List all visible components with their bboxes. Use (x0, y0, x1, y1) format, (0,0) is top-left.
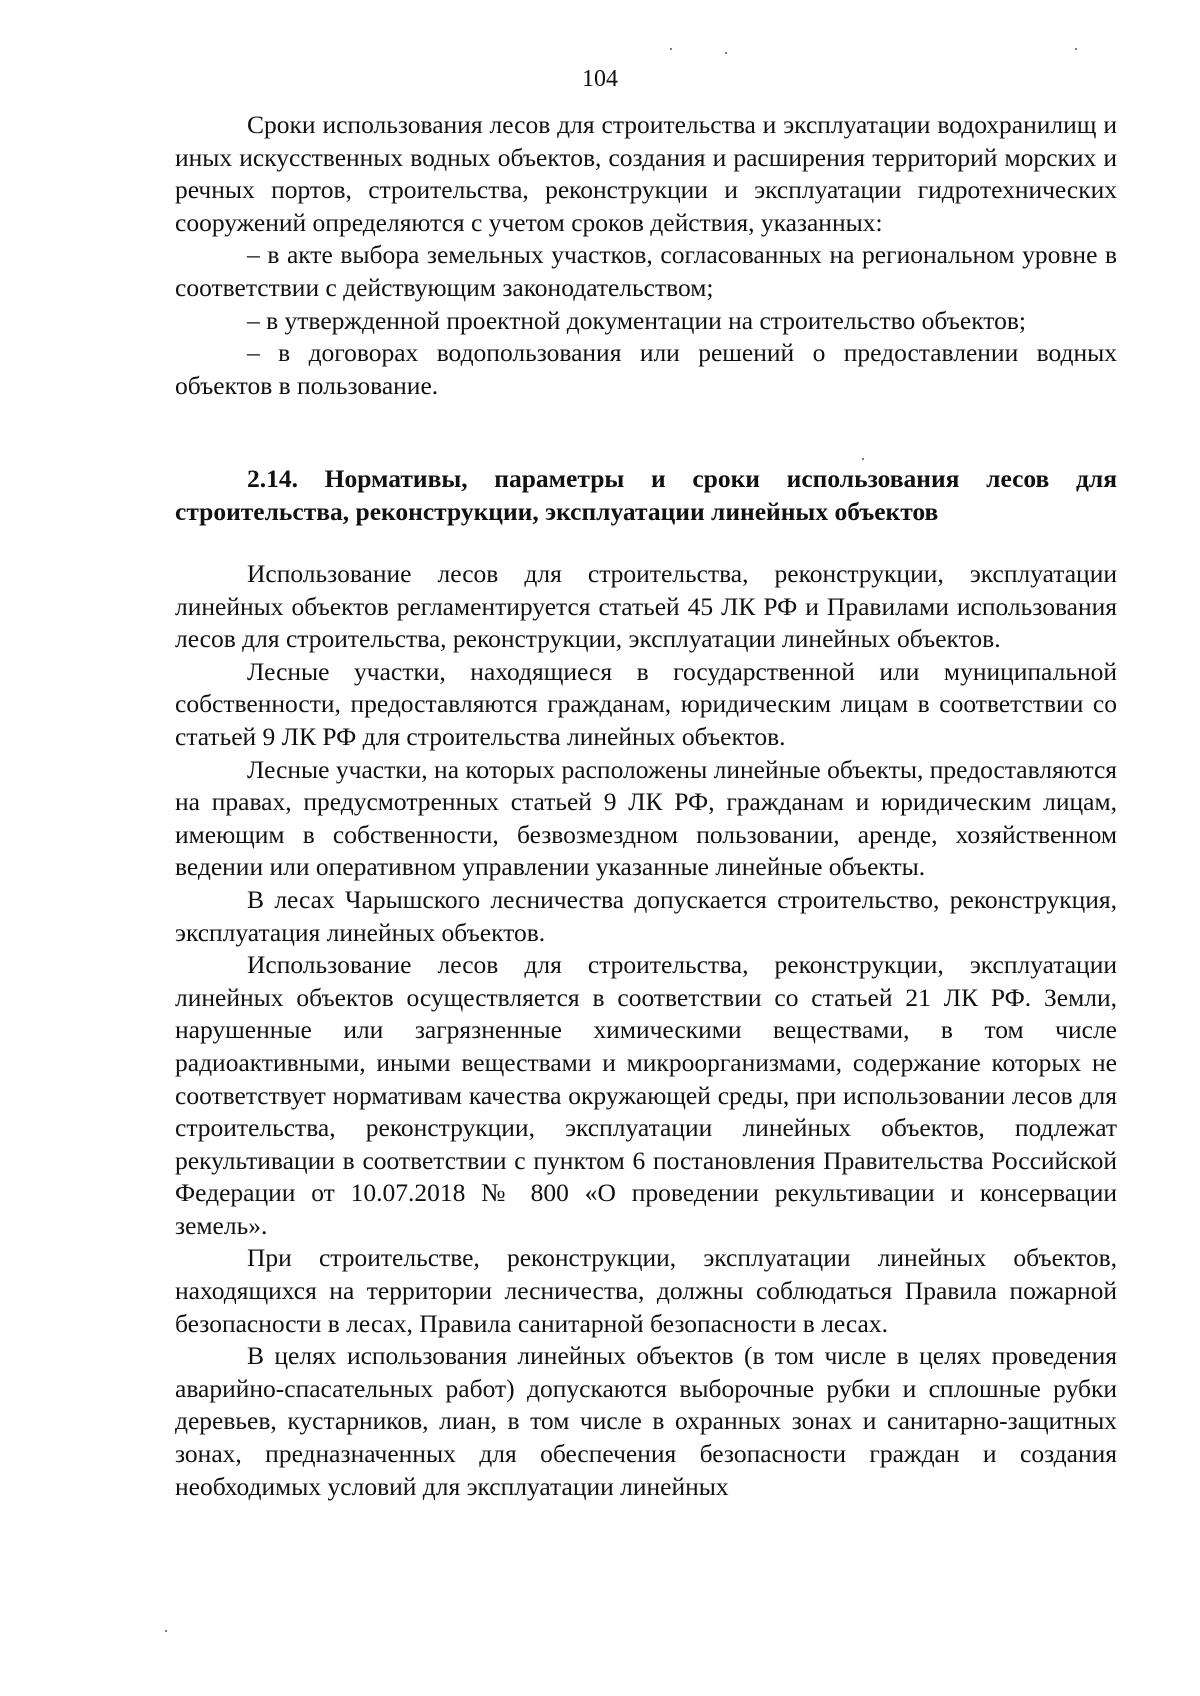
scan-speck (862, 458, 864, 460)
intro-list-item: – в договорах водопользования или решений о предоставлении водных объектов в пользование. (175, 338, 1117, 400)
scan-speck (1075, 48, 1077, 50)
body-paragraph: В лесах Чарышского лесничества допускается строительство, реконструкция, эксплуатация линейных объектов. (175, 884, 1117, 947)
intro-paragraph: Сроки использования лесов для строительства и эксплуатации водохранилищ и иных искусственных водных объектов, создания и расширения территорий морских и речных портов, строительства, реконструкции и эксплуатации гидротехнических сооружений определяются с учетом сроков действия, указанных: (175, 110, 1117, 237)
section-body (175, 558, 1117, 1503)
body-paragraph: Использование лесов для строительства, реконструкции, эксплуатации линейных объектов осуществляется в соответствии со статьей 21 ЛК РФ. Земли, нарушенные или загрязненные химическими веществами, в том числе радиоактивными, иными веществами и микроорганизмами, содержание которых не соответствует нормативам качества окружающей среды, при использовании лесов для строительства, реконструкции, эксплуатации линейных объектов, подлежат рекультивации в соответствии с пунктом 6 постановления Правительства Российской Федерации от 10.07.2018 № 800 «О проведении рекультивации и консервации земель». (175, 950, 1117, 1240)
body-paragraph: В целях использования линейных объектов (в том числе в целях проведения аварийно-спасательных работ) допускаются выборочные рубки и сплошные рубки деревьев, кустарников, лиан, в том числе в охранных зонах и санитарно-защитных зонах, предназначенных для обеспечения безопасности граждан и создания необходимых условий для эксплуатации линейных (175, 1341, 1117, 1501)
body-paragraph: Лесные участки, находящиеся в государственной или муниципальной собственности, предоставляются гражданам, юридическим лицам в соответствии со статьей 9 ЛК РФ для строительства линейных объектов. (175, 656, 1117, 751)
scan-speck (670, 48, 672, 50)
scan-speck (165, 1630, 167, 1632)
body-paragraph: При строительстве, реконструкции, эксплуатации линейных объектов, находящихся на территории лесничества, должны соблюдаться Правила пожарной безопасности в лесах, Правила санитарной безопасности в лесах. (175, 1243, 1117, 1338)
scan-speck (725, 52, 727, 54)
body-paragraph: Использование лесов для строительства, реконструкции, эксплуатации линейных объектов регламентируется статьей 45 ЛК РФ и Правилами использования лесов для строительства, реконструкции, эксплуатации линейных объектов. (175, 559, 1117, 654)
intro-section (175, 109, 1117, 402)
section-heading: 2.14. Нормативы, параметры и сроки использования лесов для строительства, реконструкции, эксплуатации линейных объектов (175, 464, 1117, 526)
intro-list-item: – в утвержденной проектной документации на строительство объектов; (247, 305, 1026, 335)
section-heading-block (175, 463, 1117, 528)
intro-list-item: – в акте выбора земельных участков, согласованных на региональном уровне в соответствии с действующим законодательством; (175, 240, 1117, 302)
page-number: 104 (582, 66, 618, 92)
body-paragraph: Лесные участки, на которых расположены линейные объекты, предоставляются на правах, предусмотренных статьей 9 ЛК РФ, гражданам и юридическим лицам, имеющим в собственности, безвозмездном пользовании, аренде, хозяйственном ведении или оперативном управлении указанные линейные объекты. (175, 754, 1117, 882)
